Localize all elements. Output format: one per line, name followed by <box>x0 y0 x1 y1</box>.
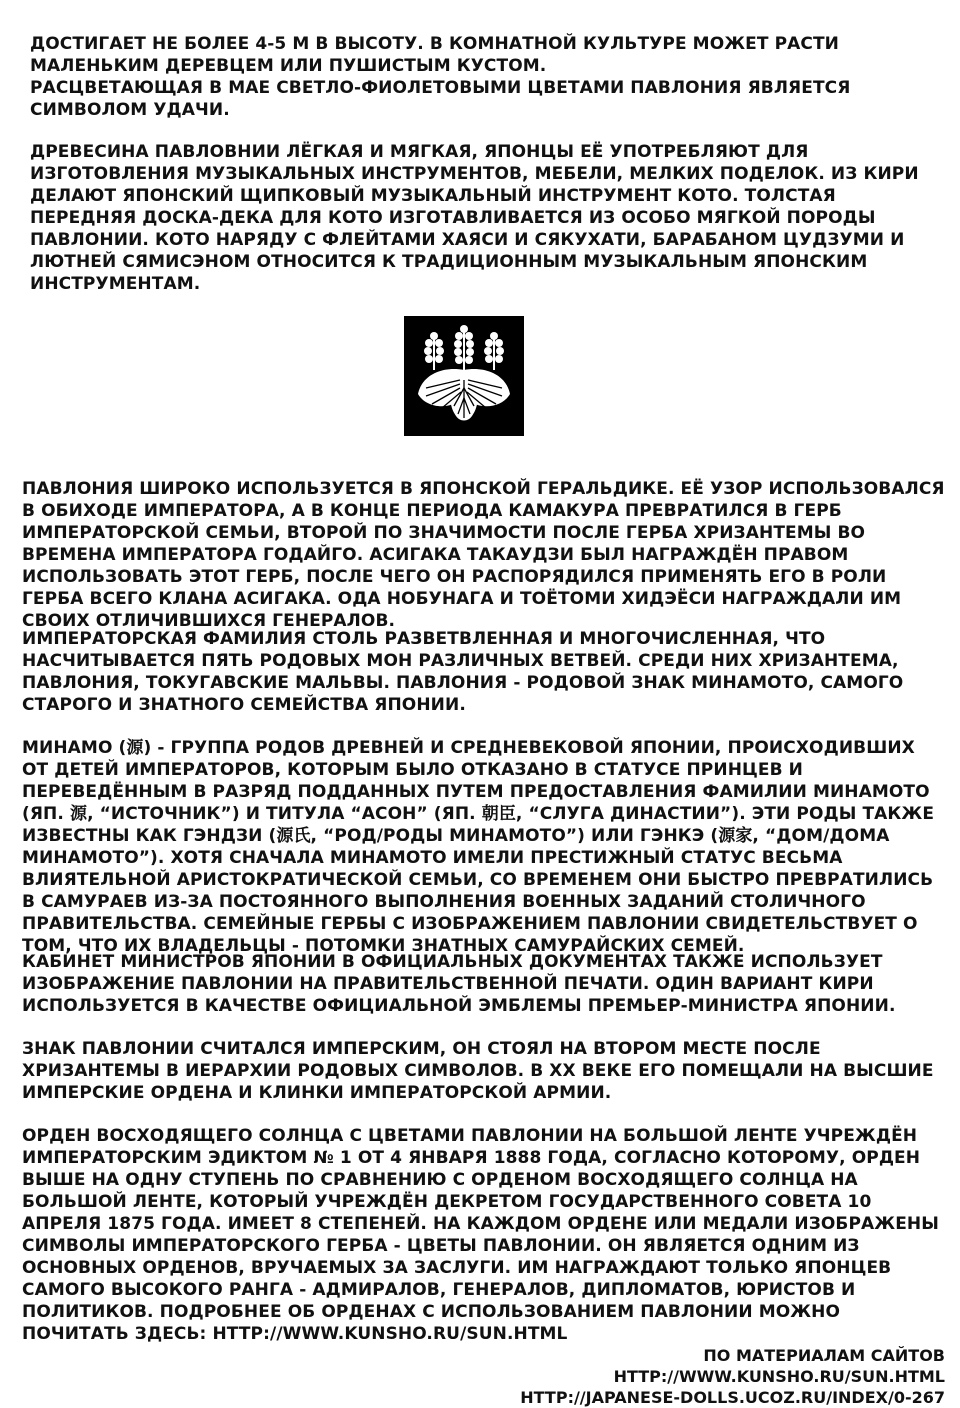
paulownia-crest-icon <box>404 316 524 436</box>
paragraph-wood-and-instruments: ДРЕВЕСИНА ПАВЛОВНИИ ЛЁГКАЯ И МЯГКАЯ, ЯПОНЦЫ ЕЁ УПОТРЕБЛЯЮТ ДЛЯ ИЗГОТОВЛЕНИЯ МУЗЫКАЛЬНЫХ ИНСТРУМЕНТОВ, МЕБЕЛИ, МЕЛКИХ ПОДЕЛОК. ИЗ КИРИ ДЕЛАЮТ ЯПОНСКИЙ ЩИПКОВЫЙ МУЗЫКАЛЬНЫЙ ИНСТРУМЕНТ КОТО. ТОЛСТАЯ ПЕРЕДНЯЯ ДОСКА-ДЕКА ДЛЯ КОТО ИЗГОТАВЛИВАЕТСЯ ИЗ ОСОБО МЯГКОЙ ПОРОДЫ ПАВЛОНИИ. КОТО НАРЯДУ С ФЛЕЙТАМИ ХАЯСИ И СЯКУХАТИ, БАРАБАНОМ ЦУДЗУМИ И ЛЮТНЕЙ СЯМИСЭНОМ ОТНОСИТСЯ К ТРАДИЦИОННЫМ МУЗЫКАЛЬНЫМ ЯПОНСКИМ ИНСТРУМЕНТАМ. <box>30 142 919 294</box>
paragraph-minamoto: МИНАМО (源) - ГРУППА РОДОВ ДРЕВНЕЙ И СРЕДНЕВЕКОВОЙ ЯПОНИИ, ПРОИСХОДИВШИХ ОТ ДЕТЕЙ ИМПЕРАТОРОВ, КОТОРЫМ БЫЛО ОТКАЗАНО В СТАТУСЕ ПРИНЦЕВ И ПЕРЕВЕДЁННЫМ В РАЗРЯД ПОДДАННЫХ ПУТЕМ ПРЕДОСТАВЛЕНИЯ ФАМИЛИИ МИНАМОТО (ЯП. 源, “ИСТОЧНИК”) И ТИТУЛА “АСОН” (ЯП. 朝臣, “СЛУГА ДИНАСТИИ”). ЭТИ РОДЫ ТАКЖЕ ИЗВЕСТНЫ КАК ГЭНДЗИ (源氏, “РОД/РОДЫ МИНАМОТО”) ИЛИ ГЭНКЭ (源家, “ДОМ/ДОМА МИНАМОТО”). ХОТЯ СНАЧАЛА МИНАМОТО ИМЕЛИ ПРЕСТИЖНЫЙ СТАТУС ВЕСЬМА ВЛИЯТЕЛЬНОЙ АРИСТОКРАТИЧЕСКОЙ СЕМЬИ, СО ВРЕМЕНЕМ ОНИ БЫСТРО ПРЕВРАТИЛИСЬ В САМУРАЕВ ИЗ-ЗА ПОСТОЯННОГО ВЫПОЛНЕНИЯ ВОЕННЫХ ЗАДАНИЙ СТОЛИЧНОГО ПРАВИТЕЛЬСТВА. СЕМЕЙНЫЕ ГЕРБЫ С ИЗОБРАЖЕНИЕМ ПАВЛОНИИ СВИДЕТЕЛЬСТВУЕТ О ТОМ, ЧТО ИХ ВЛАДЕЛЬЦЫ - ПОТОМКИ ЗНАТНЫХ САМУРАЙСКИХ СЕМЕЙ. <box>22 738 935 956</box>
paragraph-imperial-family: ИМПЕРАТОРСКАЯ ФАМИЛИЯ СТОЛЬ РАЗВЕТВЛЕННАЯ И МНОГОЧИСЛЕННАЯ, ЧТО НАСЧИТЫВАЕТСЯ ПЯТЬ РОДОВЫХ МОН РАЗЛИЧНЫХ ВЕТВЕЙ. СРЕДИ НИХ ХРИЗАНТЕМА, ПАВЛОНИЯ, ТОКУГАВСКИЕ МАЛЬВЫ. ПАВЛОНИЯ - РОДОВОЙ ЗНАК МИНАМОТО, САМОГО СТАРОГО И ЗНАТНОГО СЕМЕЙСТВА ЯПОНИИ. <box>22 629 904 715</box>
paragraph-cabinet-seal: КАБИНЕТ МИНИСТРОВ ЯПОНИИ В ОФИЦИАЛЬНЫХ ДОКУМЕНТАХ ТАКЖЕ ИСПОЛЬЗУЕТ ИЗОБРАЖЕНИЕ ПАВЛОНИИ НА ПРАВИТЕЛЬСТВЕННОЙ ПЕЧАТИ. ОДИН ВАРИАНТ КИРИ ИСПОЛЬЗУЕТСЯ В КАЧЕСТВЕ ОФИЦИАЛЬНОЙ ЭМБЛЕМЫ ПРЕМЬЕР-МИНИСТРА ЯПОНИИ. <box>22 952 896 1016</box>
paragraph-size-and-symbolism: ДОСТИГАЕТ НЕ БОЛЕЕ 4-5 М В ВЫСОТУ. В КОМНАТНОЙ КУЛЬТУРЕ МОЖЕТ РАСТИ МАЛЕНЬКИМ ДЕРЕВЦЕМ ИЛИ ПУШИСТЫМ КУСТОМ. РАСЦВЕТАЮЩАЯ В МАЕ СВЕТЛО-ФИОЛЕТОВЫМИ ЦВЕТАМИ ПАВЛОНИЯ ЯВЛЯЕТСЯ СИМВОЛОМ УДАЧИ. <box>30 34 851 120</box>
paragraph-heraldry: ПАВЛОНИЯ ШИРОКО ИСПОЛЬЗУЕТСЯ В ЯПОНСКОЙ ГЕРАЛЬДИКЕ. ЕЁ УЗОР ИСПОЛЬЗОВАЛСЯ В ОБИХОДЕ ИМПЕРАТОРА, А В КОНЦЕ ПЕРИОДА КАМАКУРА ПРЕВРАТИЛСЯ В ГЕРБ ИМПЕРАТОРСКОЙ СЕМЬИ, ВТОРОЙ ПО ЗНАЧИМОСТИ ПОСЛЕ ГЕРБА ХРИЗАНТЕМЫ ВО ВРЕМЕНА ИМПЕРАТОРА ГОДАЙГО. АСИГАКА ТАКАУДЗИ БЫЛ НАГРАЖДЁН ПРАВОМ ИСПОЛЬЗОВАТЬ ЭТОТ ГЕРБ, ПОСЛЕ ЧЕГО ОН РАСПОРЯДИЛСЯ ПРИМЕНЯТЬ ЕГО В РОЛИ ГЕРБА ВСЕГО КЛАНА АСИГАКА. ОДА НОБУНАГА И ТОЁТОМИ ХИДЭЁСИ НАГРАЖДАЛИ ИМ СВОИХ ОТЛИЧИВШИХСЯ ГЕНЕРАЛОВ. <box>22 479 945 631</box>
paragraph-order-rising-sun: ОРДЕН ВОСХОДЯЩЕГО СОЛНЦА С ЦВЕТАМИ ПАВЛОНИИ НА БОЛЬШОЙ ЛЕНТЕ УЧРЕЖДЁН ИМПЕРАТОРСКИМ ЭДИКТОМ № 1 ОТ 4 ЯНВАРЯ 1888 ГОДА, СОГЛАСНО КОТОРОМУ, ОРДЕН ВЫШЕ НА ОДНУ СТУПЕНЬ ПО СРАВНЕНИЮ С ОРДЕНОМ ВОСХОДЯЩЕГО СОЛНЦА НА БОЛЬШОЙ ЛЕНТЕ, КОТОРЫЙ УЧРЕЖДЁН ДЕКРЕТОМ ГОСУДАРСТВЕННОГО СОВЕТА 10 АПРЕЛЯ 1875 ГОДА. ИМЕЕТ 8 СТЕПЕНЕЙ. НА КАЖДОМ ОРДЕНЕ ИЛИ МЕДАЛИ ИЗОБРАЖЕНЫ СИМВОЛЫ ИМПЕРАТОРСКОГО ГЕРБА - ЦВЕТЫ ПАВЛОНИИ. ОН ЯВЛЯЕТСЯ ОДНИМ ИЗ ОСНОВНЫХ ОРДЕНОВ, ВРУЧАЕМЫХ ЗА ЗАСЛУГИ. ИМ НАГРАЖДАЮТ ТОЛЬКО ЯПОНЦЕВ САМОГО ВЫСОКОГО РАНГА - АДМИРАЛОВ, ГЕНЕРАЛОВ, ДИПЛОМАТОВ, ЮРИСТОВ И ПОЛИТИКОВ. ПОДРОБНЕЕ ОБ ОРДЕНАХ С ИСПОЛЬЗОВАНИЕМ ПАВЛОНИИ МОЖНО ПОЧИТАТЬ ЗДЕСЬ: HTTP://WWW.KUNSHO.RU/SUN.HTML <box>22 1126 939 1344</box>
source-credits: ПО МАТЕРИАЛАМ САЙТОВ HTTP://WWW.KUNSHO.RU/SUN.HTML HTTP://JAPANESE-DOLLS.UCOZ.RU/INDEX/0-267 <box>520 1346 945 1407</box>
paragraph-imperial-symbol: ЗНАК ПАВЛОНИИ СЧИТАЛСЯ ИМПЕРСКИМ, ОН СТОЯЛ НА ВТОРОМ МЕСТЕ ПОСЛЕ ХРИЗАНТЕМЫ В ИЕРАРХИИ РОДОВЫХ СИМВОЛОВ. В XX ВЕКЕ ЕГО ПОМЕЩАЛИ НА ВЫСШИЕ ИМПЕРСКИЕ ОРДЕНА И КЛИНКИ ИМПЕРАТОРСКОЙ АРМИИ. <box>22 1039 934 1103</box>
